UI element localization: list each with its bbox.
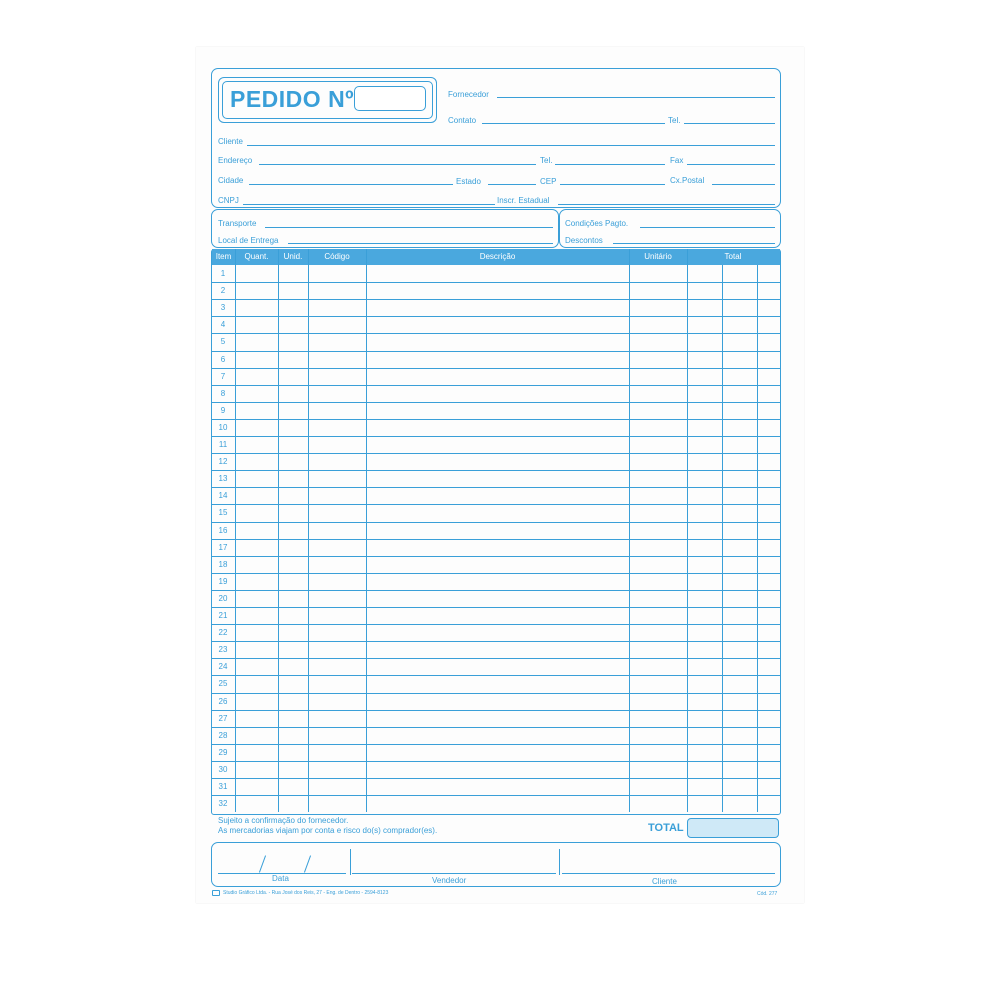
table-row-number: 20 bbox=[218, 593, 228, 603]
estado-line[interactable] bbox=[488, 184, 536, 185]
descontos-label: Descontos bbox=[565, 236, 603, 245]
table-row-number: 9 bbox=[220, 405, 226, 415]
table-row-divider bbox=[212, 522, 780, 523]
table-row-divider bbox=[212, 299, 780, 300]
condicoes-pagto-line[interactable] bbox=[640, 227, 775, 228]
printer-credit: Studio Gráfico Ltda. - Rua José dos Reis, 27 - Eng. de Dentro - 2594-8123 bbox=[223, 890, 389, 896]
col-header-total: Total bbox=[724, 252, 742, 261]
table-row-number: 19 bbox=[218, 576, 228, 586]
cx-postal-label: Cx.Postal bbox=[670, 176, 705, 185]
table-row-number: 15 bbox=[218, 508, 228, 518]
table-row-divider bbox=[212, 693, 780, 694]
vendedor-line[interactable] bbox=[352, 873, 556, 874]
table-row-number: 6 bbox=[220, 354, 226, 364]
table-row-divider bbox=[212, 453, 780, 454]
vendedor-label: Vendedor bbox=[432, 876, 467, 885]
inscr-estadual-label: Inscr. Estadual bbox=[497, 196, 550, 205]
cep-line[interactable] bbox=[560, 184, 665, 185]
vendedor-divider bbox=[559, 849, 560, 875]
col-header-item: Item bbox=[215, 252, 232, 261]
tel-top-label: Tel. bbox=[668, 116, 681, 125]
table-row-number: 29 bbox=[218, 747, 228, 757]
fornecedor-line[interactable] bbox=[497, 97, 775, 98]
cnpj-line[interactable] bbox=[243, 204, 495, 205]
table-row-number: 4 bbox=[220, 320, 226, 330]
table-row-number: 32 bbox=[218, 799, 228, 809]
order-number-field[interactable] bbox=[354, 86, 426, 111]
table-row-divider bbox=[212, 470, 780, 471]
table-row-divider bbox=[212, 351, 780, 352]
table-row-divider bbox=[212, 368, 780, 369]
tel-top-line[interactable] bbox=[684, 123, 775, 124]
cliente-line[interactable] bbox=[247, 145, 775, 146]
table-row-divider bbox=[212, 761, 780, 762]
local-entrega-label: Local de Entrega bbox=[218, 236, 279, 245]
table-row-number: 27 bbox=[218, 713, 228, 723]
cliente-sign-label: Cliente bbox=[652, 877, 677, 886]
transporte-label: Transporte bbox=[218, 219, 257, 228]
cx-postal-line[interactable] bbox=[712, 184, 775, 185]
table-row-divider bbox=[212, 590, 780, 591]
table-row-number: 7 bbox=[220, 371, 226, 381]
table-row-number: 26 bbox=[218, 696, 228, 706]
table-row-divider bbox=[212, 385, 780, 386]
inscr-estadual-line[interactable] bbox=[558, 204, 775, 205]
table-row-number: 31 bbox=[218, 782, 228, 791]
table-row-number: 8 bbox=[220, 388, 226, 398]
table-row-number: 21 bbox=[218, 611, 228, 620]
table-row-divider bbox=[212, 675, 780, 676]
table-row-number: 13 bbox=[218, 474, 228, 484]
cliente-sign-line[interactable] bbox=[562, 873, 775, 874]
table-row-number: 14 bbox=[218, 491, 228, 501]
printer-logo-icon bbox=[212, 890, 220, 896]
table-row-divider bbox=[212, 556, 780, 557]
table-row-divider bbox=[212, 282, 780, 283]
form-code: Cód. 277 bbox=[757, 891, 778, 897]
table-row-number: 2 bbox=[220, 286, 226, 296]
table-row-divider bbox=[212, 624, 780, 625]
endereco-label: Endereço bbox=[218, 156, 253, 165]
total-label: TOTAL bbox=[648, 822, 684, 834]
table-row-number: 22 bbox=[218, 628, 228, 638]
descontos-line[interactable] bbox=[613, 243, 775, 244]
table-row-number: 11 bbox=[218, 440, 228, 449]
table-row-divider bbox=[212, 641, 780, 642]
cidade-label: Cidade bbox=[218, 176, 244, 185]
total-field[interactable] bbox=[687, 818, 779, 838]
transporte-line[interactable] bbox=[265, 227, 553, 228]
table-row-divider bbox=[212, 573, 780, 574]
data-label: Data bbox=[272, 874, 289, 883]
table-row-divider bbox=[212, 402, 780, 403]
table-row-divider bbox=[212, 607, 780, 608]
cnpj-label: CNPJ bbox=[218, 196, 239, 205]
tel-line[interactable] bbox=[555, 164, 665, 165]
table-row-number: 24 bbox=[218, 662, 228, 672]
table-row-divider bbox=[212, 795, 780, 796]
table-row-number: 12 bbox=[218, 457, 228, 467]
table-row-number: 16 bbox=[218, 525, 228, 535]
table-row-number: 1 bbox=[220, 269, 226, 278]
table-row-divider bbox=[212, 727, 780, 728]
table-row-number: 30 bbox=[218, 764, 228, 774]
fax-label: Fax bbox=[670, 156, 684, 165]
table-row-number: 28 bbox=[218, 730, 228, 740]
fax-line[interactable] bbox=[687, 164, 775, 165]
table-row-divider bbox=[212, 504, 780, 505]
tel-label: Tel. bbox=[540, 156, 553, 165]
table-row-divider bbox=[212, 316, 780, 317]
table-row-divider bbox=[212, 436, 780, 437]
note-line-1: Sujeito a confirmação do fornecedor. bbox=[218, 816, 349, 825]
endereco-line[interactable] bbox=[259, 164, 536, 165]
estado-label: Estado bbox=[456, 177, 481, 186]
signature-box bbox=[211, 842, 781, 887]
fornecedor-label: Fornecedor bbox=[448, 90, 489, 99]
table-row-number: 3 bbox=[220, 303, 226, 313]
table-row-number: 5 bbox=[220, 337, 226, 347]
table-row-number: 18 bbox=[218, 559, 228, 569]
contato-label: Contato bbox=[448, 116, 477, 125]
cidade-line[interactable] bbox=[249, 184, 453, 185]
data-divider bbox=[350, 849, 351, 875]
table-row-number: 23 bbox=[218, 645, 228, 655]
cep-label: CEP bbox=[540, 177, 557, 186]
table-row-divider bbox=[212, 487, 780, 488]
table-row-divider bbox=[212, 778, 780, 779]
table-row-number: 10 bbox=[218, 422, 228, 432]
table-row-number: 25 bbox=[218, 679, 228, 689]
table-row-divider bbox=[212, 710, 780, 711]
table-row-divider bbox=[212, 539, 780, 540]
col-header-descricao: Descrição bbox=[479, 252, 516, 261]
table-row-divider bbox=[212, 333, 780, 334]
form-title: PEDIDO Nº bbox=[230, 86, 355, 112]
contato-line[interactable] bbox=[482, 123, 665, 124]
note-line-2: As mercadorias viajam por conta e risco do(s) comprador(es). bbox=[218, 826, 438, 835]
table-row-number: 17 bbox=[218, 542, 228, 552]
table-row-divider bbox=[212, 744, 780, 745]
col-header-unid: Unid. bbox=[283, 252, 303, 261]
table-row-divider bbox=[212, 658, 780, 659]
table-row-divider bbox=[212, 419, 780, 420]
local-entrega-line[interactable] bbox=[288, 243, 553, 244]
col-header-codigo: Código bbox=[324, 252, 350, 261]
col-header-unitario: Unitário bbox=[644, 252, 672, 261]
condicoes-pagto-label: Condições Pagto. bbox=[565, 219, 629, 228]
col-header-quant: Quant. bbox=[244, 252, 269, 261]
cliente-label: Cliente bbox=[218, 137, 243, 146]
